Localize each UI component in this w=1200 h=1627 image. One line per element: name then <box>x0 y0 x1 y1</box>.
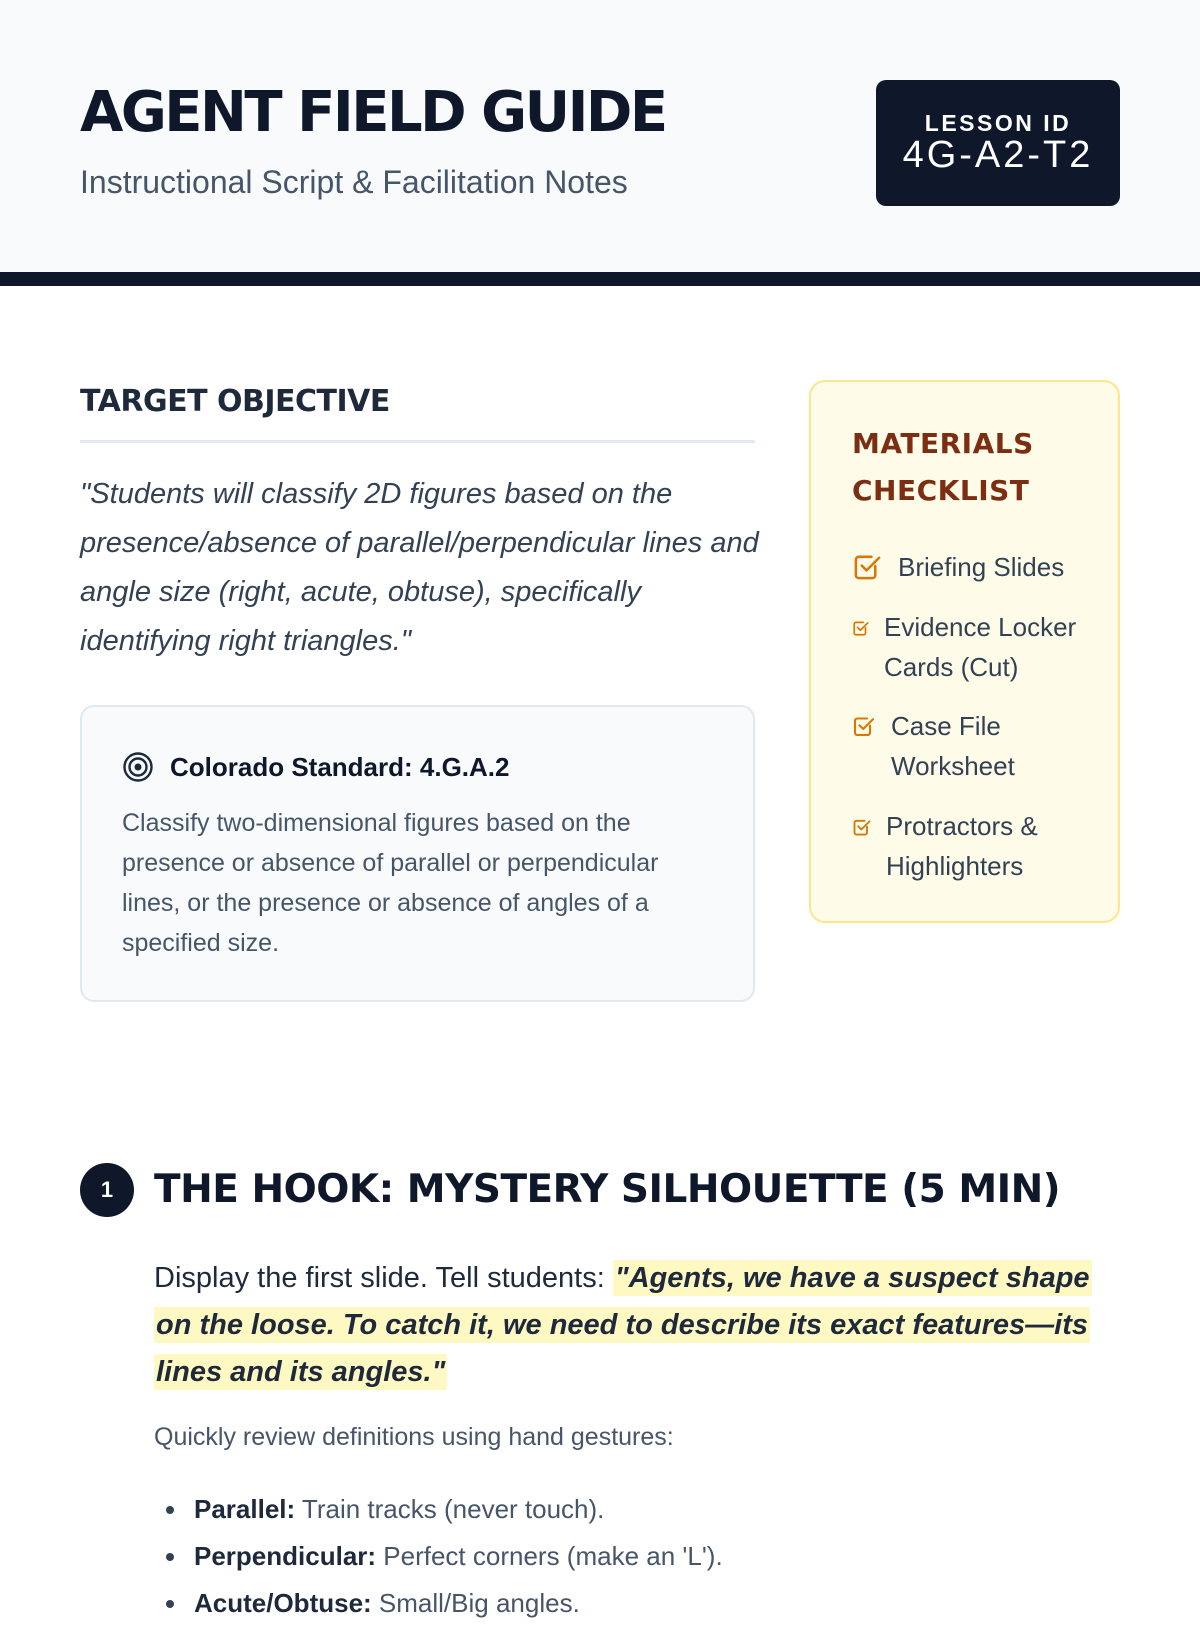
highlighted-script: "Agents, we have a suspect shape on the loose. To catch it, we need to describe its exact features—its lines and its angles." <box>156 1262 1090 1388</box>
definition-term: Acute/Obtuse: <box>194 1588 372 1618</box>
definition-text: Train tracks (never touch). <box>295 1494 605 1524</box>
list-item <box>154 1486 1114 1533</box>
checkbox-checked-icon[interactable] <box>852 551 883 582</box>
materials-checklist <box>809 380 1120 923</box>
document-title: AGENT FIELD GUIDE <box>80 80 666 145</box>
section-heading: THE HOOK: MYSTERY SILHOUETTE (5 MIN) <box>154 1167 1061 1212</box>
definition-text: Small/Big angles. <box>371 1588 580 1618</box>
materials-heading: MATERIALS CHECKLIST <box>852 427 1034 507</box>
checklist-item-label: Protractors & Highlighters <box>886 811 1038 881</box>
checklist-item-label: Evidence Locker Cards (Cut) <box>884 612 1077 682</box>
objective-quote: "Students will classify 2D figures based on the presence/absence of parallel/perpendicular lines and angle size (right, acute, obtuse), specifically identifying right triangles." <box>80 478 759 657</box>
page-header <box>0 0 1200 286</box>
definition-list <box>154 1486 1114 1627</box>
objective-divider <box>80 440 755 443</box>
standard-description: Classify two-dimensional figures based on the presence or absence of parallel or perpendicular lines, or the presence or absence of angles of a specified size. <box>122 809 659 957</box>
checkbox-checked-icon[interactable] <box>852 817 872 837</box>
checklist-item-label: Briefing Slides <box>898 552 1065 582</box>
definition-text: Perfect corners (make an 'L'). <box>376 1541 723 1571</box>
checklist-item-label: Case File Worksheet <box>891 711 1015 781</box>
standard-card <box>80 705 755 1002</box>
hook-instructions <box>154 1255 1114 1396</box>
lesson-id-label: LESSON ID <box>924 110 1072 136</box>
target-icon <box>122 751 154 783</box>
lesson-id-value: 4G-A2-T2 <box>902 134 1094 176</box>
definition-term: Perpendicular: <box>194 1541 377 1571</box>
definition-term: Parallel: <box>194 1494 296 1524</box>
objective-heading: TARGET OBJECTIVE <box>80 384 390 419</box>
document-subtitle: Instructional Script & Facilitation Notes <box>80 164 628 200</box>
list-item <box>154 1580 1114 1627</box>
checkbox-checked-icon[interactable] <box>852 714 876 738</box>
list-item <box>154 1533 1114 1580</box>
step-number-badge: 1 <box>80 1163 134 1217</box>
review-intro: Quickly review definitions using hand gestures: <box>154 1423 674 1451</box>
standard-title: Colorado Standard: 4.G.A.2 <box>170 752 510 782</box>
lesson-id-badge <box>876 80 1120 206</box>
hook-intro-text: Display the first slide. Tell students: <box>154 1262 613 1294</box>
checkbox-checked-icon[interactable] <box>852 619 870 637</box>
